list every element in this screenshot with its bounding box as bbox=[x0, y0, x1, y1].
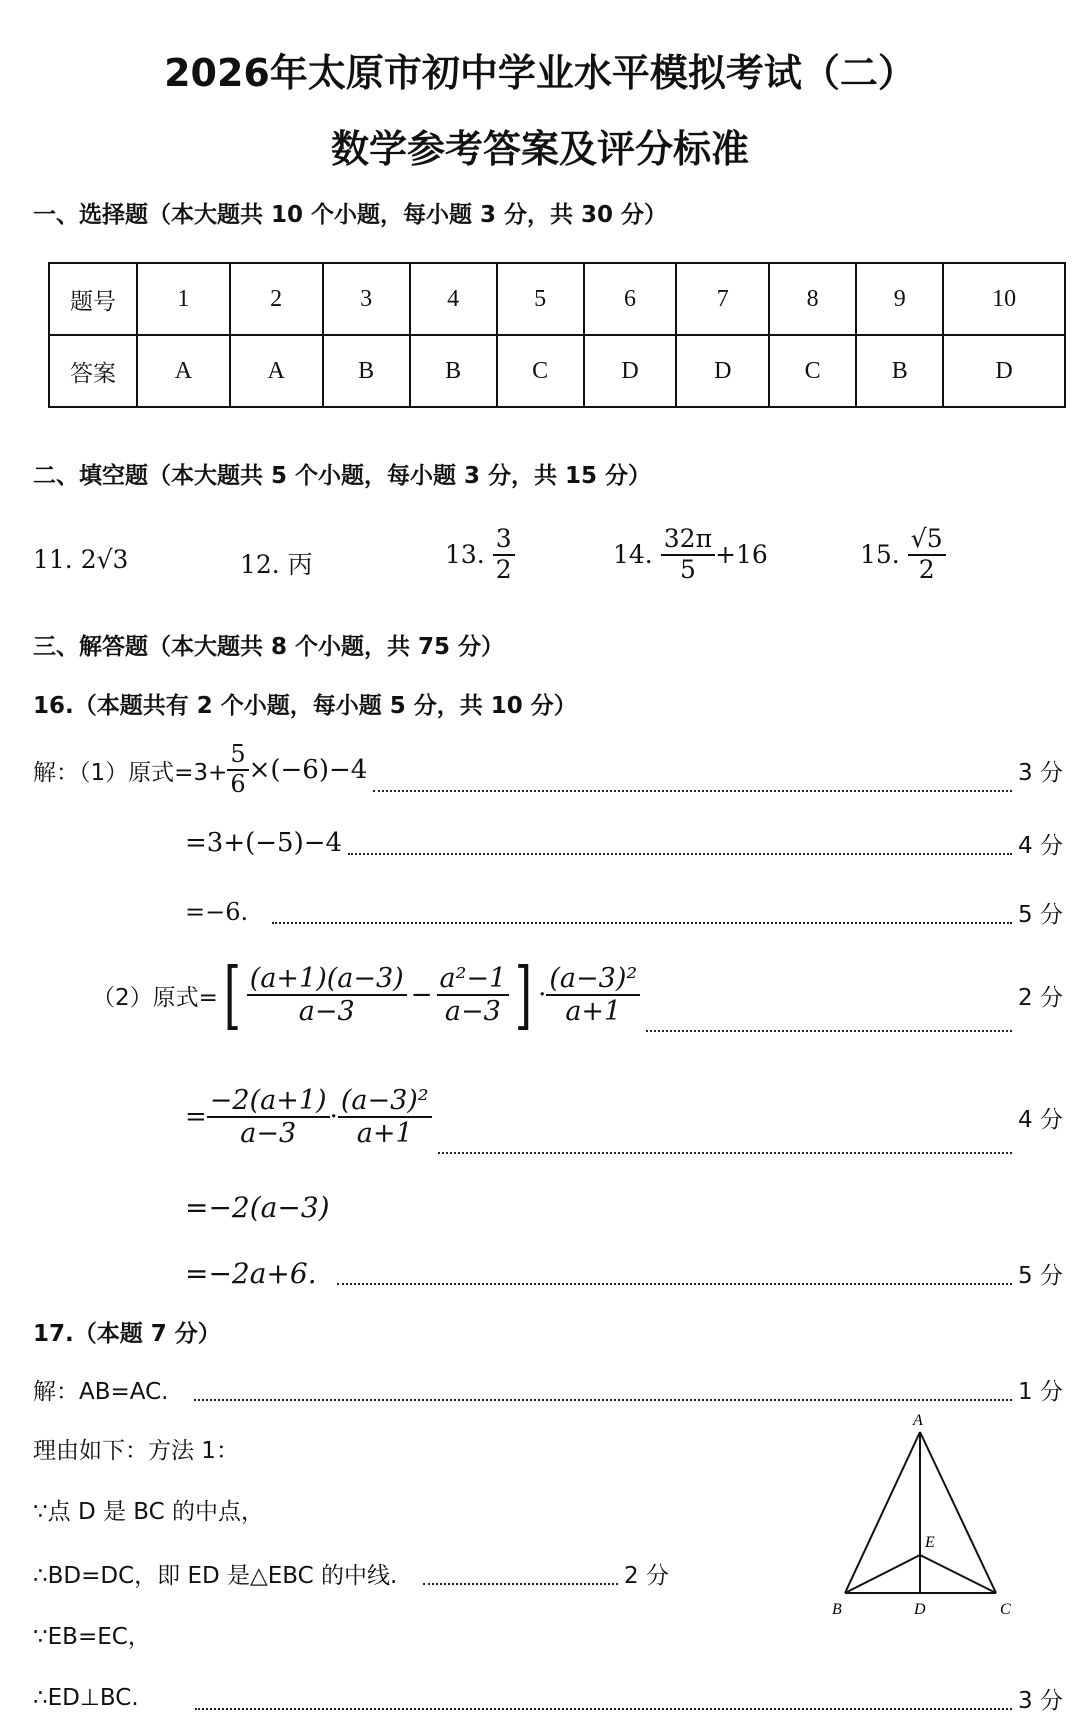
q16-step4-prefix: （2）原式= bbox=[92, 984, 218, 1011]
segment-ab bbox=[845, 1432, 920, 1593]
table-cell: 5 bbox=[497, 263, 584, 335]
fraction-denominator: a−3 bbox=[444, 996, 501, 1027]
q16-step4-fraction3 bbox=[546, 963, 640, 1027]
answer-15-fraction bbox=[908, 525, 946, 585]
q16-step3 bbox=[185, 892, 1063, 932]
answer-13-label: 13. bbox=[445, 540, 485, 570]
answer-11: 11. 2√3 bbox=[33, 545, 129, 574]
vertex-label-d: D bbox=[914, 1601, 926, 1618]
table-cell: 4 bbox=[410, 263, 497, 335]
table-cell: A bbox=[137, 335, 230, 407]
segment-be bbox=[845, 1555, 920, 1593]
fraction-denominator: 2 bbox=[918, 554, 935, 584]
q17-step1-text: 解：AB=AC. bbox=[33, 1378, 169, 1405]
q16-step3-points: 5 分 bbox=[1018, 901, 1063, 928]
section2-heading: 二、填空题（本大题共 5 个小题，每小题 3 分，共 15 分） bbox=[33, 463, 652, 489]
dotted-leader bbox=[646, 1030, 1012, 1032]
q16-step1-fraction bbox=[227, 741, 248, 798]
q17-heading: 17.（本题 7 分） bbox=[33, 1321, 221, 1347]
fraction-denominator: 2 bbox=[495, 554, 512, 584]
dot-operator: · bbox=[538, 980, 547, 1010]
fraction-denominator: a+1 bbox=[565, 996, 622, 1027]
q16-step1 bbox=[33, 740, 1063, 800]
q16-step1-tail: ×(−6)−4 bbox=[248, 755, 368, 785]
q17-step5: ∵EB=EC， bbox=[33, 1624, 151, 1650]
q17-step1 bbox=[33, 1369, 1063, 1409]
dotted-leader bbox=[195, 1708, 1012, 1710]
triangle-figure bbox=[820, 1410, 1020, 1625]
dotted-leader bbox=[272, 922, 1012, 924]
answer-15-label: 15. bbox=[860, 540, 900, 570]
dotted-leader bbox=[348, 853, 1012, 855]
table-cell: D bbox=[584, 335, 677, 407]
answer-13 bbox=[445, 525, 515, 585]
q16-step4-fraction1 bbox=[247, 963, 407, 1027]
q17-step4-points: 2 分 bbox=[624, 1562, 669, 1589]
vertex-label-a: A bbox=[913, 1412, 923, 1429]
answer-14-label: 14. bbox=[613, 540, 653, 570]
table-cell: A bbox=[230, 335, 323, 407]
fraction-numerator: a²−1 bbox=[437, 963, 510, 996]
table-cell: 1 bbox=[137, 263, 230, 335]
fraction-numerator: 32π bbox=[661, 525, 715, 556]
answer-14-tail: +16 bbox=[715, 540, 768, 570]
answer-15 bbox=[860, 525, 946, 585]
vertex-label-c: C bbox=[1000, 1601, 1011, 1618]
dotted-leader bbox=[373, 790, 1012, 792]
row-label-answer: 答案 bbox=[49, 335, 137, 407]
dotted-leader bbox=[194, 1399, 1012, 1401]
q16-step4-points: 2 分 bbox=[1018, 984, 1063, 1011]
minus-sign: − bbox=[410, 980, 433, 1010]
q17-step1-points: 1 分 bbox=[1018, 1378, 1063, 1405]
segment-ac bbox=[920, 1432, 996, 1593]
q16-step1-points: 3 分 bbox=[1018, 759, 1063, 786]
q16-step5 bbox=[185, 1072, 1063, 1162]
page-subtitle: 数学参考答案及评分标准 bbox=[330, 127, 749, 171]
q17-step4 bbox=[33, 1553, 669, 1593]
dotted-leader bbox=[337, 1283, 1012, 1285]
table-cell: C bbox=[497, 335, 584, 407]
table-cell: 6 bbox=[584, 263, 677, 335]
dotted-leader bbox=[423, 1583, 618, 1585]
fraction-numerator: 3 bbox=[493, 525, 515, 556]
table-cell: 7 bbox=[676, 263, 769, 335]
q16-step5-points: 4 分 bbox=[1018, 1106, 1063, 1133]
fraction-denominator: a−3 bbox=[240, 1118, 297, 1149]
fraction-numerator: 5 bbox=[227, 741, 248, 771]
dotted-leader bbox=[438, 1152, 1012, 1154]
q17-step2: 理由如下：方法 1： bbox=[33, 1438, 239, 1464]
table-cell: D bbox=[943, 335, 1065, 407]
segment-ce bbox=[920, 1555, 996, 1593]
section3-heading: 三、解答题（本大题共 8 个小题，共 75 分） bbox=[33, 634, 505, 660]
answer-14-fraction bbox=[661, 525, 715, 585]
dot-operator: · bbox=[329, 1102, 338, 1132]
q17-step3: ∵点 D 是 BC 的中点， bbox=[33, 1499, 265, 1525]
section1-heading: 一、选择题（本大题共 10 个小题，每小题 3 分，共 30 分） bbox=[33, 202, 668, 228]
q16-step3-expr: =−6. bbox=[185, 898, 249, 926]
table-cell: C bbox=[769, 335, 856, 407]
q16-step4 bbox=[92, 950, 1063, 1040]
fraction-numerator: −2(a+1) bbox=[207, 1085, 330, 1118]
table-cell: D bbox=[676, 335, 769, 407]
q16-step7 bbox=[185, 1253, 1063, 1293]
q16-step5-fraction1 bbox=[207, 1085, 330, 1149]
table-cell: 10 bbox=[943, 263, 1065, 335]
q16-step6: =−2(a−3) bbox=[185, 1190, 330, 1224]
q16-step1-prefix: 解：（1）原式=3+ bbox=[33, 759, 228, 786]
fraction-numerator: (a−3)² bbox=[546, 963, 640, 996]
right-bracket: ] bbox=[515, 952, 533, 1038]
q16-step7-points: 5 分 bbox=[1018, 1262, 1063, 1289]
table-cell: 2 bbox=[230, 263, 323, 335]
fraction-denominator: a−3 bbox=[298, 996, 355, 1027]
q16-step2 bbox=[185, 823, 1063, 863]
fraction-denominator: 6 bbox=[230, 770, 246, 798]
q17-step4-text: ∴BD=DC，即 ED 是△EBC 的中线. bbox=[33, 1562, 398, 1589]
table-cell: B bbox=[323, 335, 410, 407]
table-cell: B bbox=[856, 335, 943, 407]
table-row bbox=[49, 335, 1065, 407]
page-title: 2026年太原市初中学业水平模拟考试（二） bbox=[164, 51, 916, 95]
fraction-denominator: a+1 bbox=[356, 1118, 413, 1149]
answer-12: 12. 丙 bbox=[240, 550, 313, 579]
answer-13-fraction bbox=[493, 525, 515, 585]
table-cell: B bbox=[410, 335, 497, 407]
fraction-numerator: (a+1)(a−3) bbox=[247, 963, 407, 996]
vertex-label-b: B bbox=[832, 1601, 842, 1618]
q16-step4-fraction2 bbox=[437, 963, 510, 1027]
answer-table bbox=[48, 262, 1066, 408]
table-cell: 3 bbox=[323, 263, 410, 335]
q17-step6-text: ∴ED⊥BC. bbox=[33, 1685, 139, 1711]
table-cell: 9 bbox=[856, 263, 943, 335]
left-bracket: [ bbox=[223, 952, 242, 1038]
fraction-numerator: (a−3)² bbox=[338, 1085, 432, 1118]
q16-step2-points: 4 分 bbox=[1018, 832, 1063, 859]
fraction-denominator: 5 bbox=[679, 554, 696, 584]
fraction-numerator: √5 bbox=[908, 525, 946, 556]
answer-14 bbox=[613, 525, 768, 585]
q17-step6-points: 3 分 bbox=[1018, 1687, 1063, 1714]
q16-step7-expr: =−2a+6. bbox=[185, 1256, 317, 1290]
vertex-label-e: E bbox=[925, 1534, 935, 1551]
table-row bbox=[49, 263, 1065, 335]
q17-step6 bbox=[33, 1678, 1063, 1718]
row-label-question: 题号 bbox=[49, 263, 137, 335]
table-cell: 8 bbox=[769, 263, 856, 335]
q16-heading: 16.（本题共有 2 个小题，每小题 5 分，共 10 分） bbox=[33, 693, 577, 719]
q16-step5-fraction2 bbox=[338, 1085, 432, 1149]
q16-step2-expr: =3+(−5)−4 bbox=[185, 828, 343, 858]
equals-sign: = bbox=[185, 1102, 207, 1132]
